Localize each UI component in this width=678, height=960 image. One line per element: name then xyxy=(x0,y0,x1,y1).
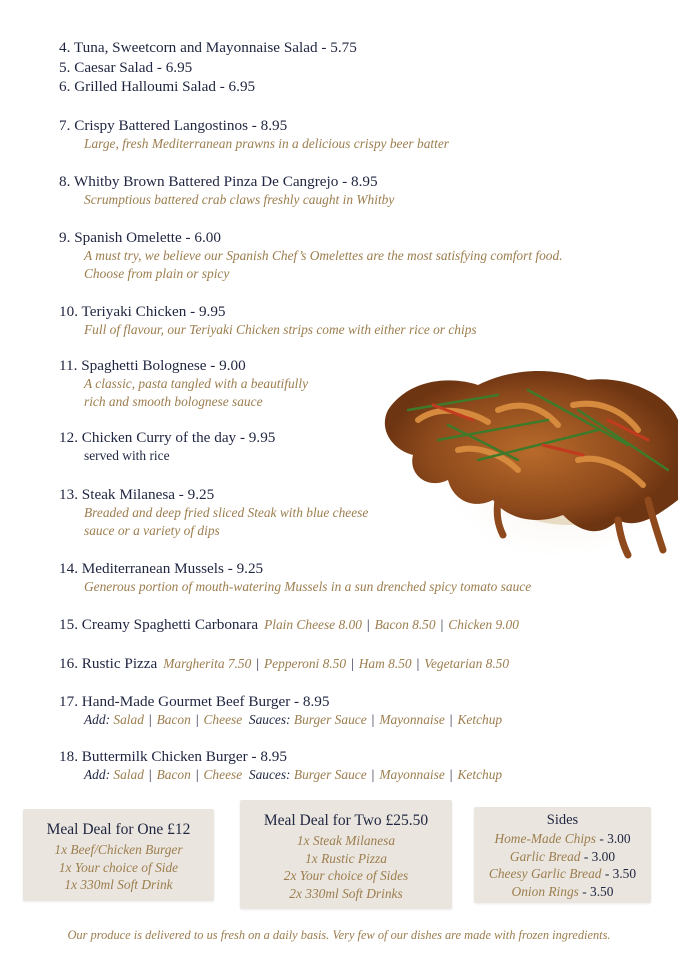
separator: | xyxy=(416,656,420,671)
item-title: 13. Steak Milanesa - 9.25 xyxy=(59,486,215,503)
item-title: 11. Spaghetti Bolognese - 9.00 xyxy=(59,357,246,374)
deal-line: 2x 330ml Soft Drinks xyxy=(289,885,403,901)
footer-note: Our produce is delivered to us fresh on a daily basis. Very few of our dishes are made with frozen ingredients. xyxy=(67,928,611,942)
deal-line: 1x Beef/Chicken Burger xyxy=(54,842,183,857)
item-description: A must try, we believe our Spanish Chef’s Omelettes are the most satisfying comfort food. xyxy=(84,248,563,263)
separator: | xyxy=(195,767,199,782)
item-title: 18. Buttermilk Chicken Burger - 8.95 xyxy=(59,748,287,765)
menu-item-17 xyxy=(59,692,658,729)
menu-item-16 xyxy=(59,654,658,673)
item-title-row xyxy=(59,654,658,673)
option: Bacon 8.50 xyxy=(374,617,436,632)
side-item xyxy=(474,883,651,901)
sauce-option: Mayonnaise xyxy=(379,712,445,727)
item-title: 6. Grilled Halloumi Salad - 6.95 xyxy=(59,78,256,95)
extra-option: Salad xyxy=(113,767,144,782)
item-title: 15. Creamy Spaghetti Carbonara xyxy=(59,616,259,633)
menu-item-5 xyxy=(59,58,658,77)
meal-deal-two-title: Meal Deal for Two £25.50 xyxy=(263,812,429,829)
sauce-option: Ketchup xyxy=(457,712,503,727)
item-title: 10. Teriyaki Chicken - 9.95 xyxy=(59,303,226,320)
extra-option: Salad xyxy=(113,712,144,727)
sauce-option: Ketchup xyxy=(457,767,503,782)
extra-option: Bacon xyxy=(156,712,191,727)
item-title-row xyxy=(59,615,658,634)
side-item xyxy=(474,830,651,848)
item-title: 9. Spanish Omelette - 6.00 xyxy=(59,229,221,246)
separator: | xyxy=(371,767,375,782)
sides-box xyxy=(474,807,651,903)
side-name: Home-Made Chips xyxy=(494,831,596,846)
separator: | xyxy=(351,656,354,671)
sauces-label: Sauces: xyxy=(248,712,291,727)
extra-option: Cheese xyxy=(203,767,243,782)
food-photo xyxy=(378,350,678,562)
item-title: 14. Mediterranean Mussels - 9.25 xyxy=(59,560,264,577)
meal-deal-one-title: Meal Deal for One £12 xyxy=(46,821,191,838)
chicken-pieces xyxy=(385,371,678,531)
burger-extras xyxy=(84,711,658,729)
item-options xyxy=(264,617,519,632)
item-description: A classic, pasta tangled with a beautifully xyxy=(84,376,309,391)
side-name: Garlic Bread xyxy=(509,848,581,864)
meal-deal-one-box xyxy=(23,809,214,901)
deal-line: 1x Steak Milanesa xyxy=(296,833,396,848)
deal-line: 1x 330ml Soft Drink xyxy=(64,877,173,892)
menu-item-6 xyxy=(59,77,658,96)
separator: | xyxy=(148,767,152,782)
separator: | xyxy=(148,712,152,727)
side-price: - 3.50 xyxy=(601,866,637,881)
menu-item-4 xyxy=(59,38,658,57)
item-description: Choose from plain or spicy xyxy=(84,265,230,281)
side-name: Onion Rings xyxy=(511,883,579,899)
item-title: 16. Rustic Pizza xyxy=(59,655,158,672)
extra-option: Cheese xyxy=(203,712,243,727)
item-title: 12. Chicken Curry of the day - 9.95 xyxy=(59,429,276,446)
side-item xyxy=(474,865,651,883)
item-description: Breaded and deep fried sliced Steak with blue cheese xyxy=(84,505,369,520)
item-title: 17. Hand-Made Gourmet Beef Burger - 8.95 xyxy=(59,693,330,710)
meal-deal-two-box xyxy=(240,800,452,909)
option: Margherita 7.50 xyxy=(163,656,252,671)
add-label: Add: xyxy=(84,767,111,782)
item-description: Large, fresh Mediterranean prawns in a delicious crispy beer batter xyxy=(84,136,449,151)
menu-item-15 xyxy=(59,615,658,634)
item-description: rich and smooth bolognese sauce xyxy=(84,393,263,409)
menu-item-7 xyxy=(59,116,658,153)
option: Chicken 9.00 xyxy=(448,617,519,632)
option: Ham 8.50 xyxy=(358,656,412,671)
item-title: 8. Whitby Brown Battered Pinza De Cangrejo - 8.95 xyxy=(59,173,378,190)
item-description: Full of flavour, our Teriyaki Chicken strips come with either rice or chips xyxy=(84,322,477,337)
item-title: 7. Crispy Battered Langostinos - 8.95 xyxy=(59,117,288,134)
side-name: Cheesy Garlic Bread xyxy=(488,866,602,881)
option: Plain Cheese 8.00 xyxy=(264,617,362,632)
deal-line: 1x Your choice of Side xyxy=(58,859,179,875)
side-item xyxy=(474,848,651,866)
item-title: 4. Tuna, Sweetcorn and Mayonnaise Salad - 5.75 xyxy=(59,39,357,56)
deal-line: 2x Your choice of Sides xyxy=(283,868,409,883)
item-description: Generous portion of mouth-watering Mussels in a sun drenched spicy tomato sauce xyxy=(84,579,532,594)
separator: | xyxy=(366,617,370,632)
separator: | xyxy=(440,617,444,632)
separator: | xyxy=(256,656,259,671)
menu-item-18 xyxy=(59,747,658,784)
option: Pepperoni 8.50 xyxy=(264,656,347,671)
item-title: 5. Caesar Salad - 6.95 xyxy=(59,59,193,76)
side-price: - 3.00 xyxy=(580,848,616,864)
deal-line: 1x Rustic Pizza xyxy=(305,850,387,866)
item-description: sauce or a variety of dips xyxy=(84,522,220,538)
sides-title: Sides xyxy=(546,812,579,828)
add-label: Add: xyxy=(84,712,111,727)
option: Vegetarian 8.50 xyxy=(424,656,510,671)
menu-item-9 xyxy=(59,228,658,282)
item-description: served with rice xyxy=(84,448,170,463)
sauces-label: Sauces: xyxy=(248,767,291,782)
menu-item-10 xyxy=(59,302,658,339)
separator: | xyxy=(371,712,375,727)
sauce-option: Mayonnaise xyxy=(379,767,445,782)
burger-extras xyxy=(84,766,658,784)
side-price: - 3.00 xyxy=(595,831,631,846)
menu-item-14 xyxy=(59,559,658,596)
sauce-option: Burger Sauce xyxy=(293,767,367,782)
side-price: - 3.50 xyxy=(578,883,614,899)
extra-option: Bacon xyxy=(156,767,191,782)
separator: | xyxy=(449,712,453,727)
separator: | xyxy=(449,767,453,782)
item-description: Scrumptious battered crab claws freshly caught in Whitby xyxy=(84,192,395,207)
item-options xyxy=(163,656,509,671)
menu-item-8 xyxy=(59,172,658,209)
separator: | xyxy=(195,712,199,727)
sauce-option: Burger Sauce xyxy=(293,712,367,727)
